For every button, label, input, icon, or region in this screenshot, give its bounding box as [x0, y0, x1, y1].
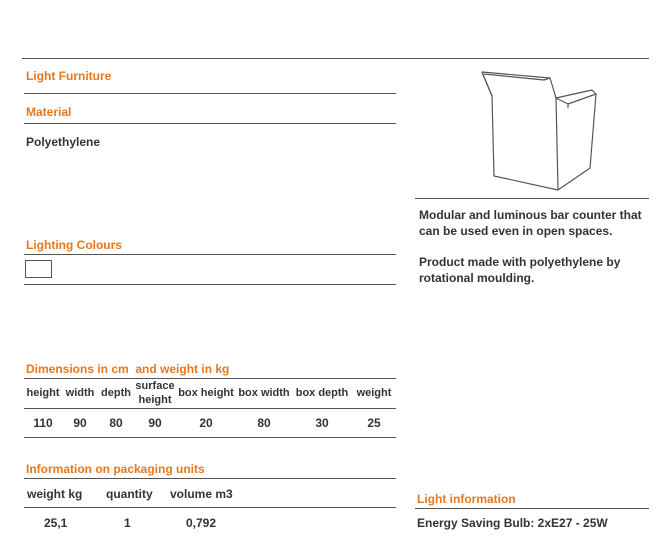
description-text-1: Modular and luminous bar counter that can be used even in open spaces. — [419, 208, 642, 238]
divider — [24, 254, 396, 255]
divider — [24, 93, 396, 94]
divider — [24, 437, 396, 438]
dimensions-values-table — [24, 409, 396, 437]
val-box-width: 80 — [257, 416, 271, 430]
val-weight: 25 — [367, 416, 381, 430]
dimensions-table — [24, 379, 396, 407]
bar-counter-illustration — [470, 66, 610, 196]
col-box-height: box height — [178, 387, 234, 399]
light-information-value: Energy Saving Bulb: 2xE27 - 25W — [417, 516, 608, 530]
pack-col-volume: volume m3 — [170, 487, 233, 501]
col-weight: weight — [356, 387, 392, 399]
colour-swatch-white[interactable] — [25, 260, 52, 278]
val-depth: 80 — [109, 416, 123, 430]
lighting-colours-heading: Lighting Colours — [26, 238, 122, 252]
pack-val-volume: 0,792 — [186, 516, 217, 530]
col-depth: depth — [101, 387, 131, 399]
pack-col-weight: weight kg — [27, 487, 83, 501]
top-rule — [22, 58, 649, 59]
col-box-depth: box depth — [295, 387, 349, 399]
col-surface-height: surface height — [135, 380, 175, 406]
divider — [415, 198, 649, 199]
divider — [24, 123, 396, 124]
divider — [24, 478, 396, 479]
category-heading: Light Furniture — [26, 69, 112, 83]
dimensions-heading: Dimensions in cm and weight in kg — [26, 362, 230, 376]
divider — [415, 508, 649, 509]
pack-val-quantity: 1 — [124, 516, 131, 530]
dimensions-values-row — [24, 409, 396, 437]
val-height: 110 — [33, 416, 53, 430]
col-box-width: box width — [238, 387, 290, 399]
pack-val-weight: 25,1 — [44, 516, 68, 530]
light-information-heading: Light information — [417, 492, 516, 506]
pack-col-quantity: quantity — [106, 487, 153, 501]
description-text-2: Product made with polyethylene by rotational moulding. — [419, 255, 621, 285]
val-surface-height: 90 — [148, 416, 162, 430]
val-width: 90 — [73, 416, 87, 430]
material-heading: Material — [26, 105, 72, 119]
material-value: Polyethylene — [26, 135, 101, 149]
divider — [24, 507, 396, 508]
col-height: height — [26, 387, 60, 399]
packaging-heading: Information on packaging units — [26, 462, 205, 476]
col-width: width — [65, 387, 95, 399]
dimensions-header-row — [24, 379, 396, 407]
val-box-height: 20 — [199, 416, 213, 430]
divider — [24, 284, 396, 285]
val-box-depth: 30 — [315, 416, 329, 430]
